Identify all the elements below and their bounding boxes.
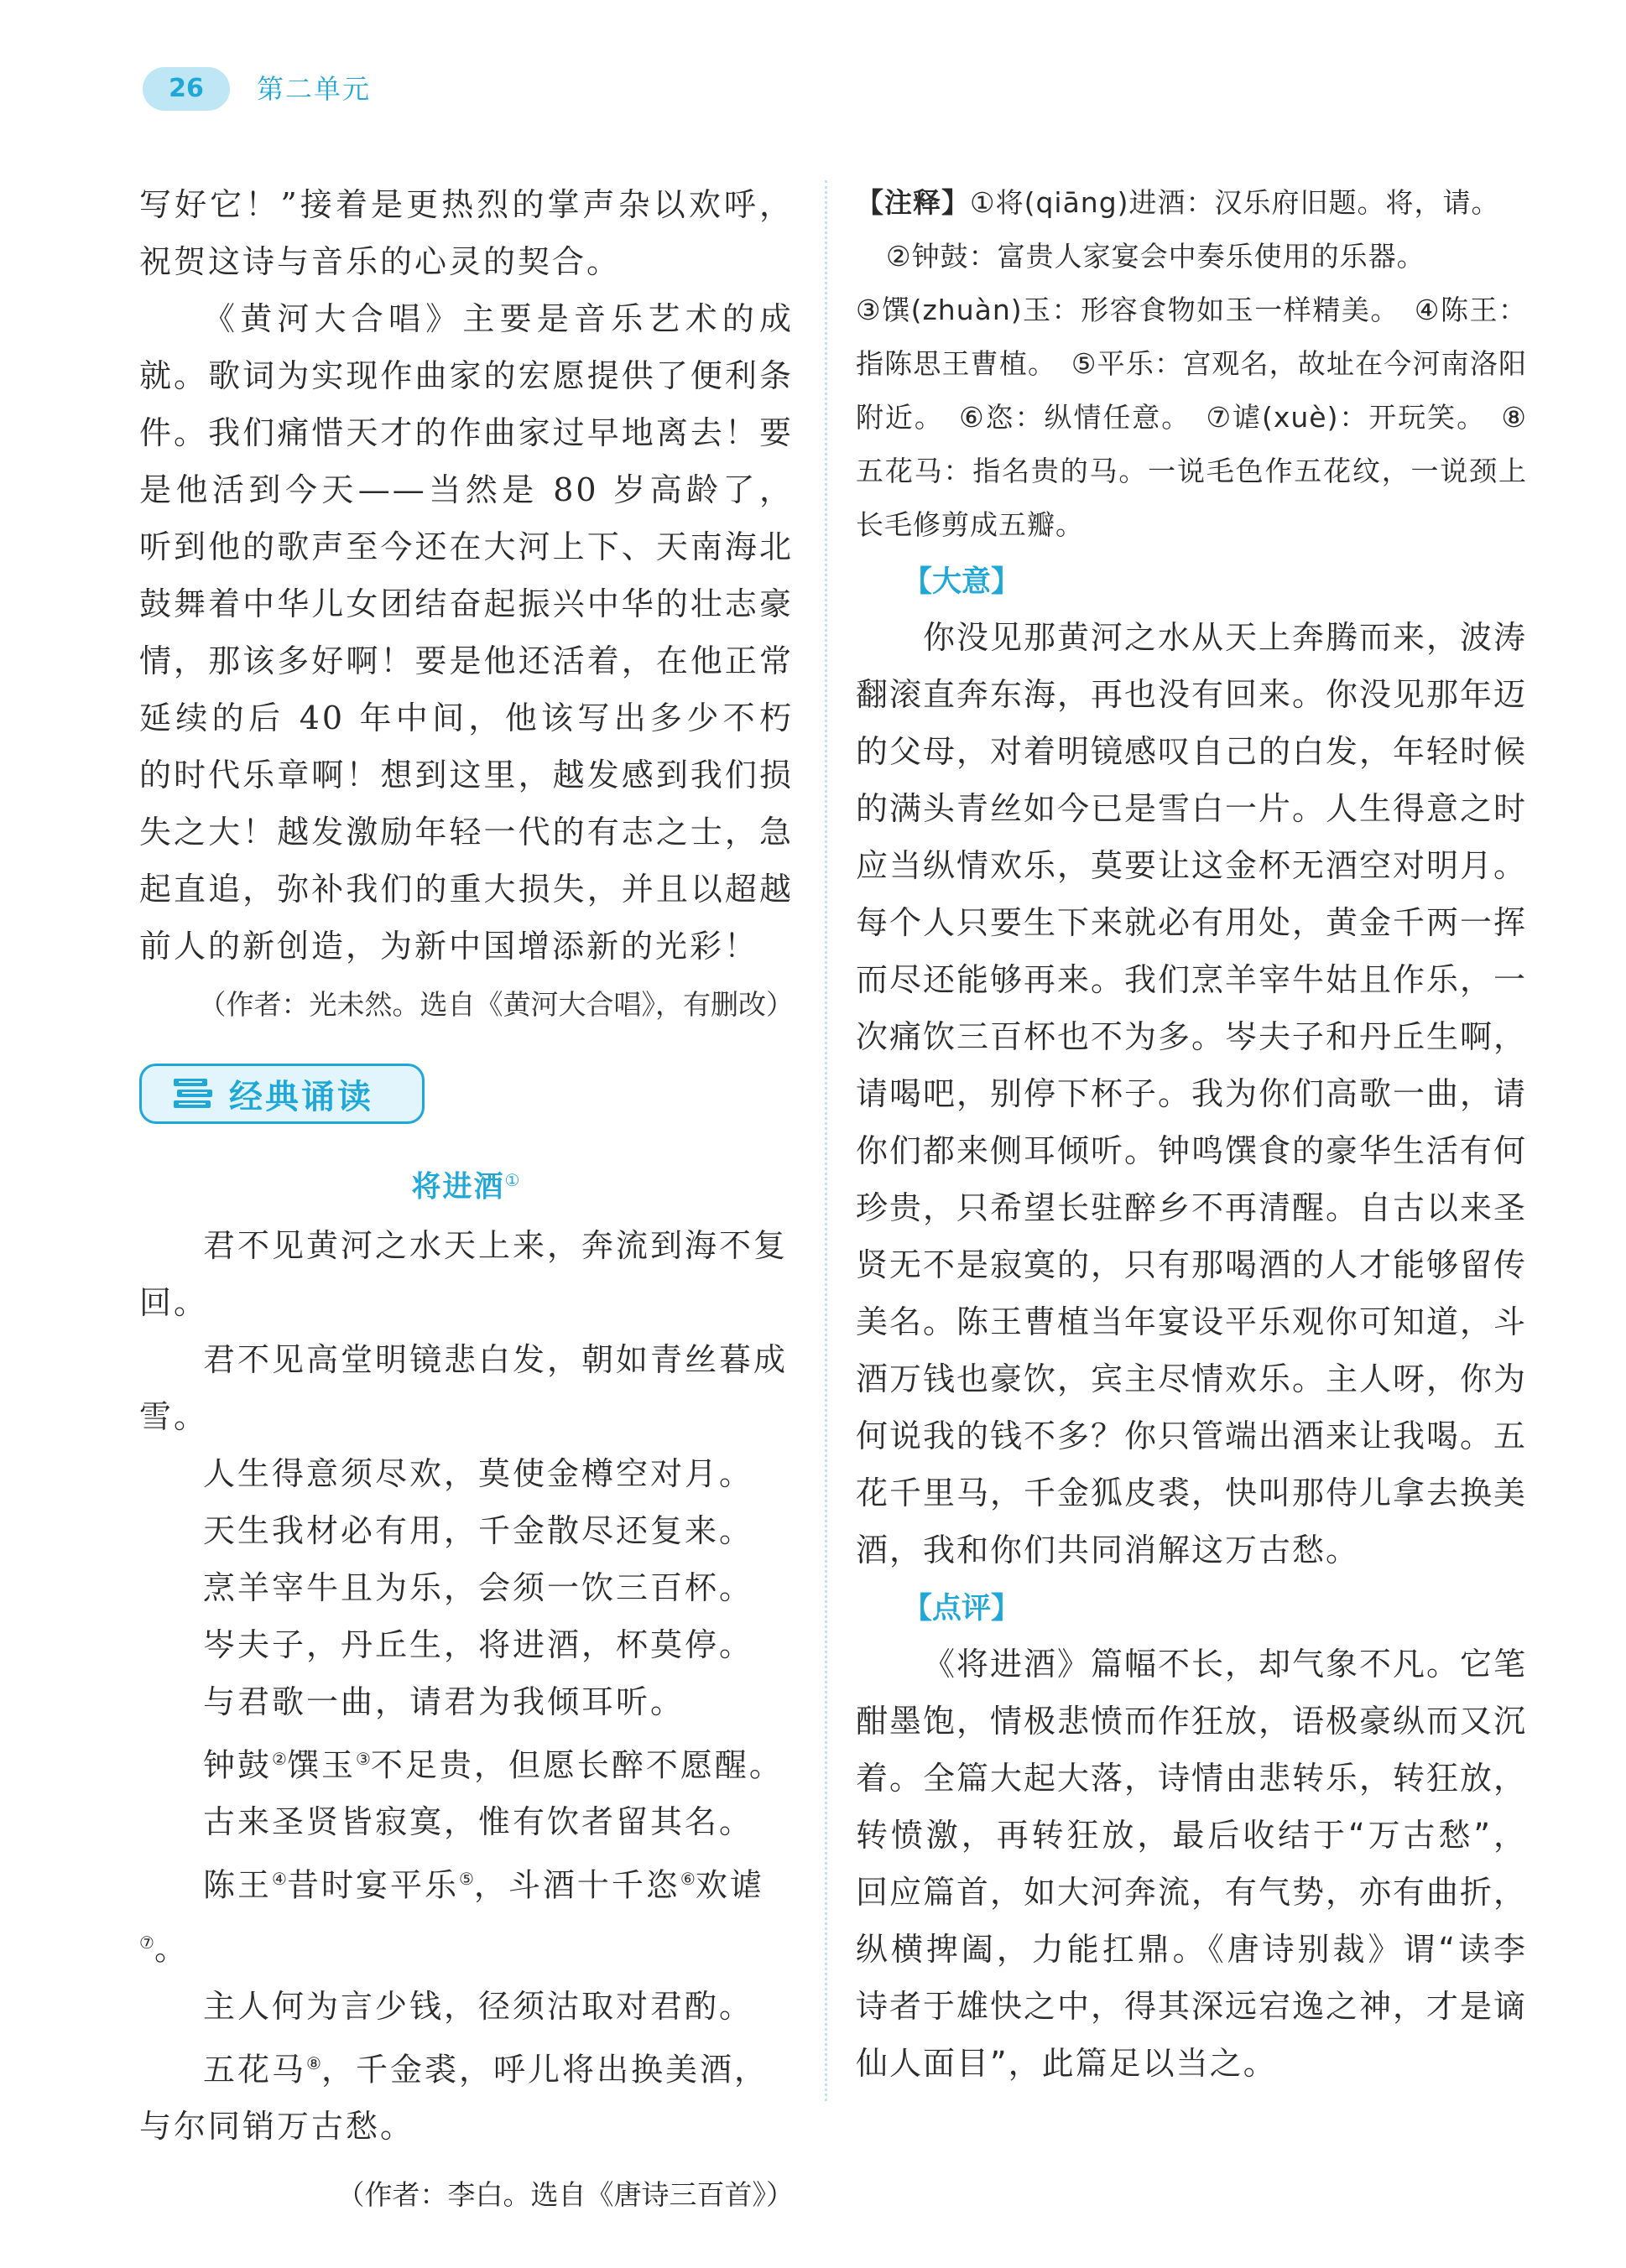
footnote-marker: ⑧ [306,2052,321,2073]
poem-line [139,2035,794,2156]
page-number: 26 [143,67,230,111]
footnote-marker: ③ [355,1748,371,1769]
dianping-text: 《将进酒》篇幅不长，却气象不凡。它笔酣墨饱，情极悲愤而作狂放，语极豪纵而又沉着。全篇大起大落，诗情由悲转乐，转狂放，转愤激，再转狂放，最后收结于“万古愁”，回应篇首，如大河奔流，有气势，亦有曲折，纵横捭阖，力能扛鼎。《唐诗别裁》谓“读李诗者于雄快之中，得其深远宕逸之神，才是谪仙人面目”，此篇足以当之。 [856,1646,1528,2082]
poem-line: 古来圣贤皆寂寞，惟有饮者留其名。 [203,1803,754,1841]
poem-line: 人生得意须尽欢，莫使金樽空对月。 [203,1454,754,1492]
footnote-marker: ⑤ [458,1869,474,1890]
poem-line: 烹羊宰牛且为乐，会须一饮三百杯。 [203,1568,754,1606]
essay-source: （作者：光未然。选自《黄河大合唱》，有删改） [198,988,794,1021]
annotations-label: 【注释】 [856,186,970,219]
footnote-marker: ⑥ [680,1869,696,1890]
poem-title-note: ① [504,1170,522,1190]
poem-line: 君不见黄河之水天上来，奔流到海不复回。 [139,1226,789,1321]
poem-text: 陈王 [203,1866,273,1904]
dayi-heading: 【大意】 [903,565,1021,599]
poem-text: 馔玉 [286,1746,356,1784]
poem-line: 主人何为言少钱，径须沽取对君酌。 [203,1987,754,2025]
poem-text: ，千金裘，呼儿将出换美酒，与尔同销万古愁。 [139,2051,769,2146]
essay [139,176,794,975]
poem-text: 昔时宴平乐 [286,1866,459,1904]
column-divider [825,180,827,2101]
poem-text: ，斗酒十千恣 [473,1866,680,1904]
poem-body [139,1217,794,2156]
poem-text: 。 [154,1930,189,1968]
books-stack-icon [172,1077,216,1111]
annotation-line [856,176,1527,230]
right-column [856,176,1527,2092]
poem-title-text: 将进酒 [411,1170,505,1204]
annotations [856,176,1527,552]
poem-line: 天生我材必有用，千金散尽还复来。 [203,1511,754,1549]
poem-text: 不足贵，但愿长醉不愿醒。 [370,1746,784,1784]
dianping-heading: 【点评】 [903,1592,1021,1626]
dayi-section [856,609,1527,1579]
poem-line: 岑夫子，丹丘生，将进酒，杯莫停。 [203,1626,754,1663]
unit-title: 第二单元 [257,73,372,105]
annotation-line: ③馔(zhuàn)玉：形容食物如玉一样精美。 ④陈王：指陈思王曹植。 ⑤平乐：宫观名，故址在今河南洛阳附近。 ⑥恣：纵情任意。 ⑦谑(xuè)：开玩笑。 ⑧五花马：指名贵的马。一说毛色作五花纹，一说颈上长毛修剪成五瓣。 [856,294,1527,541]
poem-source: （作者：李白。选自《唐诗三百首》） [336,2178,794,2212]
footnote-marker: ⑦ [139,1932,154,1953]
annotation-line: ②钟鼓：富贵人家宴会中奏乐使用的乐器。 [886,240,1425,273]
dayi-text: 你没见那黄河之水从天上奔腾而来，波涛翻滚直奔东海，再也没有回来。你没见那年迈的父母，对着明镜感叹自己的白发，年轻时候的满头青丝如今已是雪白一片。人生得意之时应当纵情欢乐，莫要让这金杯无酒空对明月。每个人只要生下来就必有用处，黄金千两一挥而尽还能够再来。我们烹羊宰牛姑且作乐，一次痛饮三百杯也不为多。岑夫子和丹丘生啊，请喝吧，别停下杯子。我为你们高歌一曲，请你们都来侧耳倾听。钟鸣馔食的豪华生活有何珍贵，只希望长驻醉乡不再清醒。自古以来圣贤无不是寂寞的，只有那喝酒的人才能够留传美名。陈王曹植当年宴设平乐观你可知道，斗酒万钱也豪饮，宾主尽情欢乐。主人呀，你为何说我的钱不多？你只管端出酒来让我喝。五花千里马，千金狐皮裘，快叫那侍儿拿去换美酒，我和你们共同消解这万古愁。 [856,619,1528,1568]
poem-text: 钟鼓 [203,1746,273,1784]
poem-title [139,1159,794,1209]
poem-line [139,1730,794,1794]
dianping-section [856,1636,1527,2092]
poem-text: 欢谑 [695,1866,764,1904]
section-badge [139,1064,425,1124]
footnote-marker: ② [272,1748,287,1769]
annotation-text: ①将(qiāng)进酒：汉乐府旧题。将，请。 [970,186,1500,219]
poem-line [139,1850,794,1977]
left-column [139,176,794,2220]
poem-text: 五花马 [203,2051,307,2089]
poem-line: 与君歌一曲，请君为我倾耳听。 [203,1683,685,1720]
footnote-marker: ④ [272,1869,287,1890]
section-badge-label: 经典诵读 [229,1077,373,1116]
essay-paragraph: 写好它！”接着是更热烈的掌声杂以欢呼，祝贺这诗与音乐的心灵的契合。 [139,186,794,280]
essay-paragraph: 《黄河大合唱》主要是音乐艺术的成就。歌词为实现作曲家的宏愿提供了便利条件。我们痛惜天才的作曲家过早地离去！要是他活到今天——当然是 80 岁高龄了，听到他的歌声至今还在大河上下、天南海北鼓舞着中华儿女团结奋起振兴中华的壮志豪情，那该多好啊！要是他还活着，在他正常延续的后 40 年中间，他该写出多少不朽的时代乐章啊！想到这里，越发感到我们损失之大！越发激励年轻一代的有志之士，急起直追，弥补我们的重大损失，并且以超越前人的新创造，为新中国增添新的光彩！ [139,300,794,965]
poem-line: 君不见高堂明镜悲白发，朝如青丝暮成雪。 [139,1340,789,1435]
